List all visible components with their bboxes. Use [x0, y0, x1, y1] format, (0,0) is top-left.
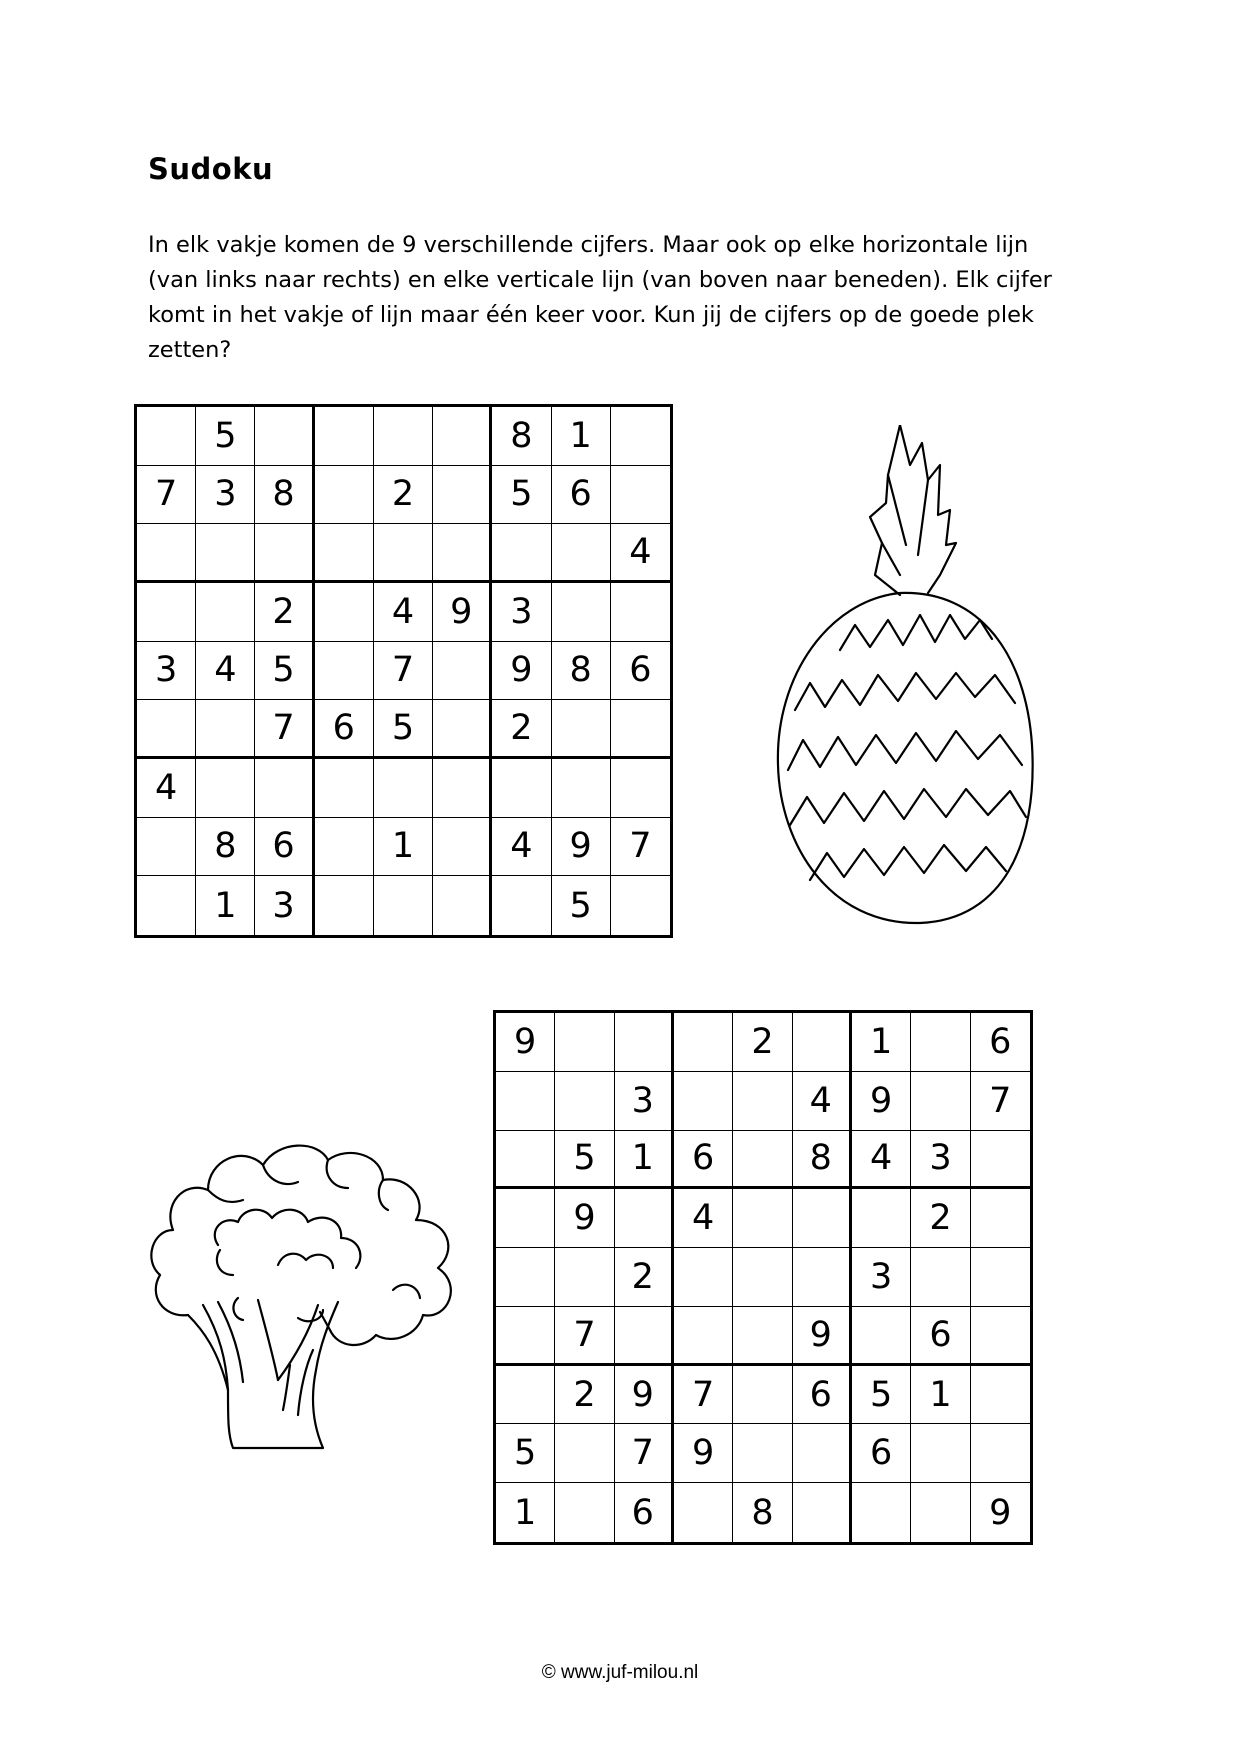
sudoku-cell[interactable]: [137, 700, 196, 759]
sudoku-cell[interactable]: 1: [552, 407, 611, 466]
sudoku-cell[interactable]: [255, 759, 314, 818]
sudoku-cell[interactable]: 5: [496, 1424, 555, 1483]
sudoku-cell[interactable]: 9: [989, 1492, 1012, 1533]
sudoku-cell[interactable]: 5: [374, 700, 433, 759]
sudoku-cell[interactable]: [433, 818, 492, 877]
sudoku-cell[interactable]: [733, 1366, 792, 1425]
sudoku-cell[interactable]: [611, 583, 670, 642]
sudoku-cell[interactable]: [615, 1013, 674, 1072]
sudoku-cell[interactable]: [433, 642, 492, 701]
sudoku-cell[interactable]: 4: [196, 642, 255, 701]
sudoku-cell[interactable]: 8: [733, 1483, 792, 1542]
sudoku-cell[interactable]: [315, 759, 374, 818]
pineapple-icon: [770, 425, 1040, 935]
sudoku-cell[interactable]: 6: [911, 1307, 970, 1366]
sudoku-cell[interactable]: 9: [615, 1366, 674, 1425]
sudoku-cell[interactable]: [433, 759, 492, 818]
sudoku-cell[interactable]: 9: [674, 1424, 733, 1483]
sudoku-cell[interactable]: 5: [196, 407, 255, 466]
sudoku-cell[interactable]: [611, 700, 670, 759]
sudoku-cell[interactable]: [852, 1189, 911, 1248]
sudoku-cell[interactable]: [137, 818, 196, 877]
sudoku-cell[interactable]: 7: [555, 1307, 614, 1366]
sudoku-cell[interactable]: [315, 818, 374, 877]
sudoku-cell[interactable]: 2: [492, 700, 551, 759]
sudoku-cell[interactable]: 7: [255, 700, 314, 759]
sudoku-cell[interactable]: [911, 1424, 970, 1483]
sudoku-cell[interactable]: [433, 407, 492, 466]
sudoku-cell[interactable]: [911, 1483, 970, 1542]
sudoku-cell[interactable]: 8: [196, 818, 255, 877]
sudoku-cell[interactable]: [555, 1424, 614, 1483]
sudoku-cell[interactable]: 6: [255, 818, 314, 877]
sudoku-cell[interactable]: [137, 876, 196, 935]
sudoku-cell[interactable]: 7: [674, 1366, 733, 1425]
instruction-line: zetten?: [148, 337, 232, 363]
sudoku-cell[interactable]: [733, 1424, 792, 1483]
sudoku-cell[interactable]: [496, 1248, 555, 1307]
instruction-line: (van links naar rechts) en elke verticale lijn (van boven naar beneden). Elk cijfer: [148, 267, 1052, 293]
sudoku-cell[interactable]: [971, 1424, 1030, 1483]
sudoku-cell[interactable]: [196, 759, 255, 818]
sudoku-cell[interactable]: [674, 1072, 733, 1131]
sudoku-cell[interactable]: [971, 1189, 1030, 1248]
sudoku-cell[interactable]: [615, 1189, 674, 1248]
page-title: Sudoku: [148, 152, 274, 186]
sudoku-cell[interactable]: 1: [615, 1131, 674, 1190]
sudoku-cell[interactable]: 4: [492, 818, 551, 877]
sudoku-cell[interactable]: [852, 1483, 911, 1542]
sudoku-cell[interactable]: [374, 524, 433, 583]
sudoku-cell[interactable]: [552, 524, 611, 583]
sudoku-cell[interactable]: [196, 700, 255, 759]
sudoku-cell[interactable]: 2: [615, 1248, 674, 1307]
sudoku-cell[interactable]: [611, 407, 670, 466]
sudoku-cell[interactable]: [555, 1483, 614, 1542]
sudoku-cell[interactable]: [971, 1366, 1030, 1425]
sudoku-cell[interactable]: 6: [852, 1424, 911, 1483]
sudoku-cell[interactable]: 5: [492, 466, 551, 525]
sudoku-cell[interactable]: [852, 1307, 911, 1366]
sudoku-cell[interactable]: 4: [611, 524, 670, 583]
sudoku-cell[interactable]: [315, 524, 374, 583]
sudoku-cell[interactable]: [911, 1072, 970, 1131]
sudoku-cell[interactable]: 8: [552, 642, 611, 701]
sudoku-cell[interactable]: [492, 876, 551, 935]
sudoku-cell[interactable]: 4: [793, 1072, 852, 1131]
sudoku-cell[interactable]: [552, 700, 611, 759]
sudoku-cell[interactable]: 3: [137, 642, 196, 701]
sudoku-cell[interactable]: [555, 1072, 614, 1131]
sudoku-cell[interactable]: 1: [374, 818, 433, 877]
sudoku-cell[interactable]: [733, 1131, 792, 1190]
sudoku-cell[interactable]: 5: [552, 876, 611, 935]
sudoku-cell[interactable]: 7: [615, 1424, 674, 1483]
sudoku-cell[interactable]: [674, 1307, 733, 1366]
broccoli-icon: [148, 1090, 470, 1450]
sudoku-cell[interactable]: [555, 1013, 614, 1072]
sudoku-cell[interactable]: [971, 1248, 1030, 1307]
sudoku-cell[interactable]: [911, 1013, 970, 1072]
sudoku-cell[interactable]: 5: [255, 642, 314, 701]
sudoku-cell[interactable]: [674, 1483, 733, 1542]
sudoku-cell[interactable]: 1: [852, 1013, 911, 1072]
sudoku-cell[interactable]: [793, 1248, 852, 1307]
sudoku-cell[interactable]: [492, 759, 551, 818]
sudoku-cell[interactable]: 1: [496, 1483, 555, 1542]
sudoku-cell[interactable]: 9: [496, 1013, 555, 1072]
sudoku-cell[interactable]: [911, 1248, 970, 1307]
sudoku-cell[interactable]: [433, 700, 492, 759]
sudoku-cell[interactable]: 7: [374, 642, 433, 701]
sudoku-cell[interactable]: 7: [137, 466, 196, 525]
sudoku-cell[interactable]: [433, 876, 492, 935]
sudoku-cell[interactable]: [137, 524, 196, 583]
sudoku-cell[interactable]: 6: [611, 642, 670, 701]
sudoku-cell[interactable]: 9: [852, 1072, 911, 1131]
sudoku-cell[interactable]: 9: [433, 583, 492, 642]
sudoku-cell[interactable]: [733, 1072, 792, 1131]
sudoku-cell[interactable]: [196, 583, 255, 642]
sudoku-cell[interactable]: [315, 583, 374, 642]
sudoku-cell[interactable]: [492, 524, 551, 583]
sudoku-grid-1: [134, 404, 673, 938]
sudoku-cell[interactable]: [552, 583, 611, 642]
sudoku-cell[interactable]: [374, 759, 433, 818]
sudoku-cell[interactable]: 9: [555, 1189, 614, 1248]
sudoku-cell[interactable]: 7: [971, 1072, 1030, 1131]
sudoku-cell[interactable]: [315, 876, 374, 935]
sudoku-cell[interactable]: [555, 1248, 614, 1307]
sudoku-cell[interactable]: 3: [911, 1131, 970, 1190]
sudoku-cell[interactable]: 6: [793, 1366, 852, 1425]
sudoku-cell[interactable]: 3: [852, 1248, 911, 1307]
sudoku-cell[interactable]: 4: [137, 759, 196, 818]
sudoku-cell[interactable]: [733, 1189, 792, 1248]
sudoku-cell[interactable]: 2: [733, 1013, 792, 1072]
sudoku-cell[interactable]: 7: [611, 818, 670, 877]
sudoku-cell[interactable]: 9: [492, 642, 551, 701]
sudoku-cell[interactable]: [137, 407, 196, 466]
sudoku-cell[interactable]: [496, 1072, 555, 1131]
sudoku-cell[interactable]: [733, 1248, 792, 1307]
sudoku-cell[interactable]: [793, 1013, 852, 1072]
sudoku-cell[interactable]: [374, 407, 433, 466]
sudoku-cell[interactable]: [793, 1483, 852, 1542]
sudoku-cell[interactable]: 2: [555, 1366, 614, 1425]
sudoku-cell[interactable]: [255, 524, 314, 583]
sudoku-cell[interactable]: [496, 1307, 555, 1366]
sudoku-cell[interactable]: [315, 407, 374, 466]
sudoku-cell[interactable]: 4: [674, 1189, 733, 1248]
sudoku-cell[interactable]: 2: [911, 1189, 970, 1248]
sudoku-cell[interactable]: [374, 876, 433, 935]
sudoku-cell[interactable]: [433, 524, 492, 583]
sudoku-cell[interactable]: 3: [492, 583, 551, 642]
sudoku-cell[interactable]: 2: [255, 583, 314, 642]
sudoku-cell[interactable]: 3: [196, 466, 255, 525]
sudoku-cell[interactable]: 4: [374, 583, 433, 642]
sudoku-cell[interactable]: 6: [674, 1131, 733, 1190]
sudoku-cell[interactable]: 4: [852, 1131, 911, 1190]
sudoku-cell[interactable]: 5: [852, 1366, 911, 1425]
sudoku-cell[interactable]: [611, 466, 670, 525]
sudoku-cell[interactable]: 3: [615, 1072, 674, 1131]
sudoku-cell[interactable]: [971, 1307, 1030, 1366]
sudoku-cell[interactable]: 5: [555, 1131, 614, 1190]
sudoku-cell[interactable]: [315, 642, 374, 701]
sudoku-cell[interactable]: [674, 1248, 733, 1307]
instruction-line: In elk vakje komen de 9 verschillende cijfers. Maar ook op elke horizontale lijn: [148, 232, 1029, 258]
sudoku-cell[interactable]: 1: [196, 876, 255, 935]
sudoku-cell[interactable]: [733, 1307, 792, 1366]
copyright-footer: © www.juf-milou.nl: [541, 1662, 699, 1683]
sudoku-cell[interactable]: [196, 524, 255, 583]
sudoku-cell[interactable]: 6: [552, 466, 611, 525]
sudoku-cell[interactable]: 9: [552, 818, 611, 877]
sudoku-cell[interactable]: 8: [255, 466, 314, 525]
sudoku-cell[interactable]: [137, 583, 196, 642]
sudoku-cell[interactable]: [496, 1189, 555, 1248]
sudoku-cell[interactable]: 6: [615, 1483, 674, 1542]
sudoku-cell[interactable]: [793, 1424, 852, 1483]
sudoku-cell[interactable]: [496, 1366, 555, 1425]
sudoku-cell[interactable]: [315, 466, 374, 525]
instruction-line: komt in het vakje of lijn maar één keer voor. Kun jij de cijfers op de goede plek: [148, 302, 1034, 328]
sudoku-cell[interactable]: [433, 466, 492, 525]
sudoku-cell[interactable]: 8: [492, 407, 551, 466]
sudoku-cell[interactable]: 6: [971, 1013, 1030, 1072]
sudoku-cell[interactable]: [971, 1131, 1030, 1190]
sudoku-cell[interactable]: 1: [911, 1366, 970, 1425]
sudoku-cell[interactable]: [552, 759, 611, 818]
sudoku-cell[interactable]: 2: [374, 466, 433, 525]
sudoku-cell[interactable]: 8: [793, 1131, 852, 1190]
instructions: [148, 228, 1108, 368]
sudoku-cell[interactable]: [255, 407, 314, 466]
sudoku-grid-2: [493, 1010, 1033, 1545]
sudoku-cell[interactable]: 9: [793, 1307, 852, 1366]
sudoku-cell[interactable]: [611, 876, 670, 935]
sudoku-cell[interactable]: [611, 759, 670, 818]
sudoku-cell[interactable]: [615, 1307, 674, 1366]
sudoku-cell[interactable]: 3: [255, 876, 314, 935]
sudoku-cell[interactable]: [496, 1131, 555, 1190]
sudoku-cell[interactable]: [793, 1189, 852, 1248]
sudoku-cell[interactable]: [674, 1013, 733, 1072]
sudoku-cell[interactable]: 6: [315, 700, 374, 759]
